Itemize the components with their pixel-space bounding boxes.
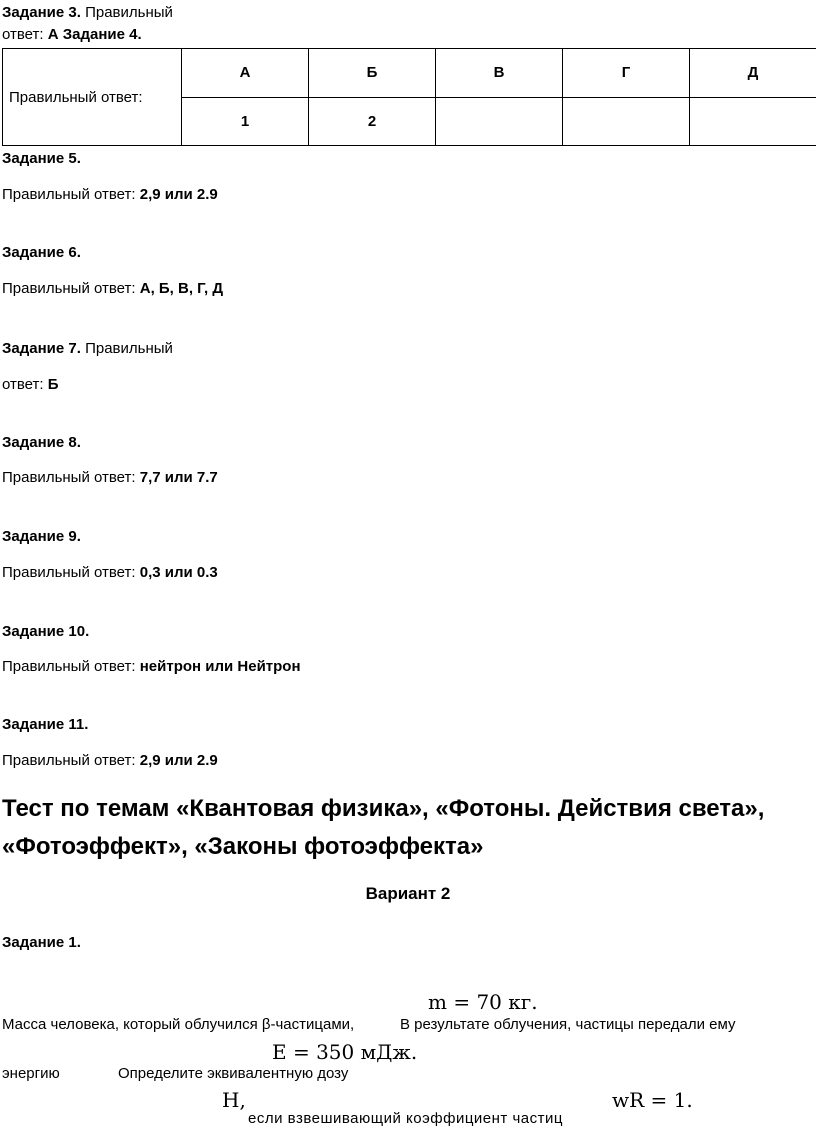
- answer-value: 2,9 или 2.9: [139, 752, 218, 769]
- task7-answer-line: [2, 376, 59, 394]
- answer-value: 7,7 или 7.7: [139, 469, 218, 486]
- task4-answer-table: [2, 48, 816, 146]
- answer-prefix: Правильный ответ:: [2, 752, 136, 769]
- answer-value: 2,9 или 2.9: [139, 186, 218, 203]
- task5-label: Задание 5.: [2, 150, 81, 167]
- answer-prefix: ответ:: [2, 376, 44, 393]
- formula-weight-factor: wR = 1.: [612, 1088, 693, 1112]
- task9-label: Задание 9.: [2, 528, 81, 545]
- task6-label: Задание 6.: [2, 244, 81, 261]
- task3-text: Правильный: [85, 4, 173, 21]
- test-title: Тест по темам «Квантовая физика», «Фотоны. Действия света», «Фотоэффект», «Законы фотоэффекта»: [2, 795, 765, 860]
- task3-label: Задание 3.: [2, 4, 81, 21]
- table-value-cell: 1: [182, 97, 309, 146]
- task3-answer-prefix: ответ:: [2, 26, 44, 43]
- task1-label: Задание 1.: [2, 934, 81, 951]
- formula-mass: m = 70 кг.: [428, 990, 538, 1014]
- table-header-cell: Г: [563, 49, 690, 98]
- task11-answer-line: [2, 752, 218, 770]
- task1-text-line1a: Масса человека, который облучился β-частицами,: [2, 1016, 355, 1033]
- task10-answer-line: [2, 658, 301, 676]
- task3-line1: [2, 4, 173, 22]
- table-value-cell: 2: [309, 97, 436, 146]
- answer-value: 0,3 или 0.3: [139, 564, 218, 581]
- task7-label-suffix: Правильный: [85, 340, 173, 357]
- formula-energy: E = 350 мДж.: [272, 1040, 418, 1064]
- task9-answer-line: [2, 564, 218, 582]
- variant-heading: Вариант 2: [365, 884, 451, 903]
- task6-answer-line: [2, 280, 223, 298]
- task1-text-line1b: В результате облучения, частицы передали ему: [400, 1016, 736, 1033]
- table-header-cell: В: [436, 49, 563, 98]
- task3-line2: [2, 26, 142, 44]
- table-row-label: Правильный ответ:: [3, 49, 182, 146]
- answer-prefix: Правильный ответ:: [2, 280, 136, 297]
- task7-line1: [2, 340, 173, 358]
- task7-label: Задание 7.: [2, 340, 81, 357]
- task3-answer: А: [47, 26, 59, 43]
- table-header-cell: Б: [309, 49, 436, 98]
- task8-answer-line: [2, 469, 218, 487]
- answer-value: нейтрон или Нейтрон: [139, 658, 301, 675]
- task11-label: Задание 11.: [2, 716, 89, 733]
- answer-value: Б: [47, 376, 59, 393]
- formula-dose: H,: [222, 1088, 246, 1112]
- task8-label: Задание 8.: [2, 434, 81, 451]
- table-value-cell: [690, 97, 816, 146]
- table-value-cell: [436, 97, 563, 146]
- answer-prefix: Правильный ответ:: [2, 186, 136, 203]
- task1-text-line2b: Определите эквивалентную дозу: [118, 1065, 349, 1082]
- table-value-cell: [563, 97, 690, 146]
- task1-text-line2a: энергию: [2, 1065, 60, 1082]
- task5-answer-line: [2, 186, 218, 204]
- answer-prefix: Правильный ответ:: [2, 469, 136, 486]
- answer-value: А, Б, В, Г, Д: [139, 280, 224, 297]
- table-header-cell: А: [182, 49, 309, 98]
- answer-prefix: Правильный ответ:: [2, 658, 136, 675]
- answer-prefix: Правильный ответ:: [2, 564, 136, 581]
- table-header-cell: Д: [690, 49, 816, 98]
- table-row: [3, 49, 816, 98]
- task1-text-line3: если взвешивающий коэффициент частиц: [248, 1110, 563, 1127]
- task4-label: Задание 4.: [62, 26, 142, 43]
- task10-label: Задание 10.: [2, 623, 90, 640]
